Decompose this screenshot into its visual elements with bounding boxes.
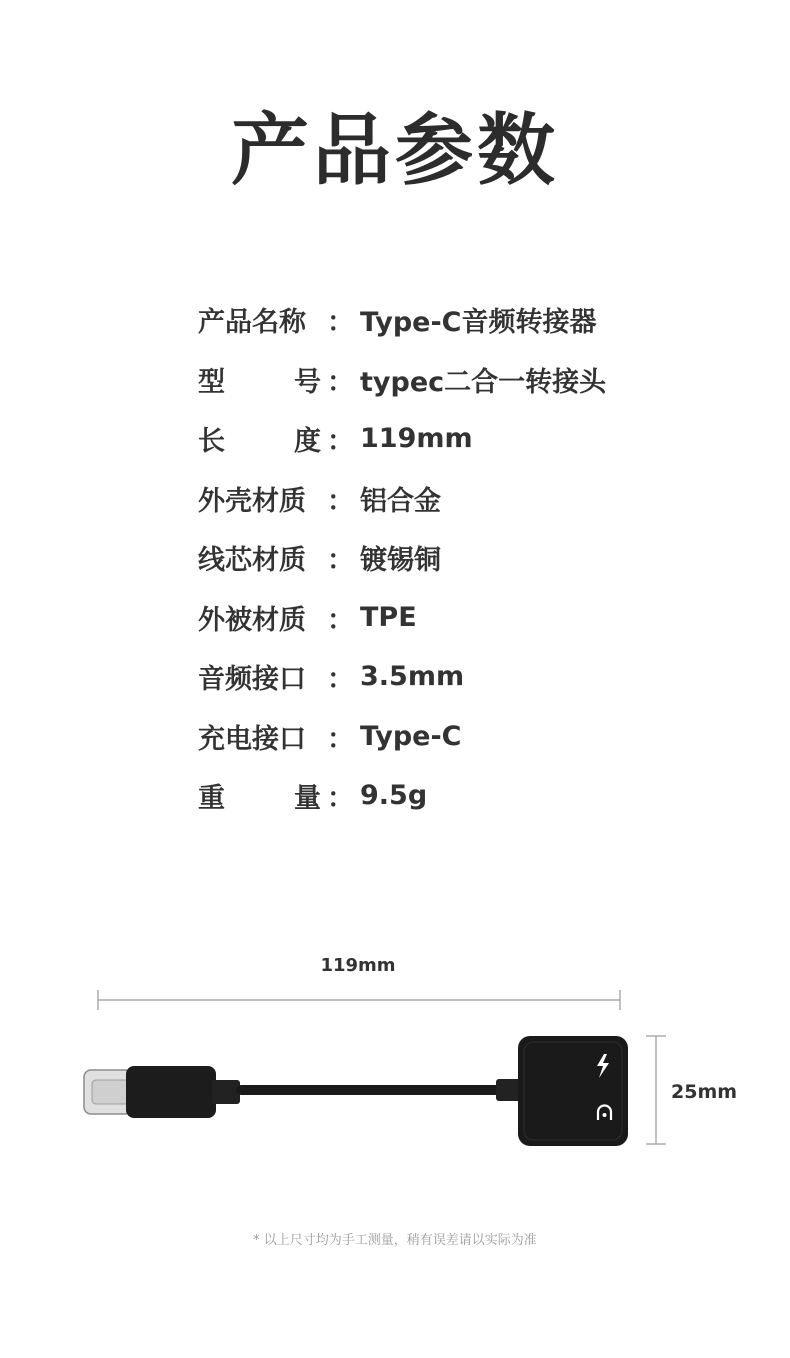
spec-value: 9.5g [360,780,428,812]
footnote: * 以上尺寸均为手工测量，稍有误差请以实际为准 [253,1233,537,1248]
spec-colon: ： [327,366,354,398]
spec-value: 铝合金 [360,485,441,517]
spec-label-text: 线芯材质 [198,545,306,577]
spec-label [198,360,354,399]
spec-row [198,588,718,648]
spec-label [198,419,354,458]
height-dimension-label: 25mm [671,1081,738,1103]
spec-label-text [198,776,321,815]
spec-value: Type-C音频转接器 [360,307,597,339]
length-dimension-line [98,990,620,1010]
spec-colon: ： [327,723,354,755]
spec-row [198,469,718,529]
spec-value: typec二合一转接头 [360,366,607,398]
spec-label-char: 度 [294,426,321,458]
strain-relief-left [212,1080,240,1104]
spec-label-char: 长 [198,426,225,458]
spec-label-char: 量 [294,783,321,815]
page-title: 产品参数 [230,106,559,196]
spec-label-text: 外壳材质 [198,485,306,517]
spec-label-text: 产品名称 [198,307,306,339]
spec-label-text: 音频接口 [198,664,306,696]
spec-label-text [198,419,321,458]
adapter-body [518,1036,628,1146]
spec-colon: ： [327,426,354,458]
spec-row [198,766,718,826]
spec-row [198,290,718,350]
spec-label-char: 型 [198,366,225,398]
spec-value: Type-C [360,720,462,752]
spec-label-text [198,360,321,399]
type-c-plug [84,1070,132,1114]
spec-row [198,647,718,707]
spec-label [198,479,354,518]
product-diagram [0,980,790,1180]
spec-row [198,350,718,410]
spec-label [198,300,354,339]
spec-value: 镀锡铜 [360,545,441,577]
cable [236,1085,502,1095]
spec-label-char: 号 [294,366,321,398]
spec-row [198,707,718,767]
plug-housing [126,1066,216,1118]
length-dimension-label: 119mm [320,955,396,976]
spec-label [198,717,354,756]
spec-label-text: 充电接口 [198,723,306,755]
spec-colon: ： [327,783,354,815]
spec-colon: ： [327,664,354,696]
spec-label [198,598,354,637]
spec-label-char: 重 [198,783,225,815]
spec-list [198,290,718,826]
spec-colon: ： [327,307,354,339]
height-dimension-line [646,1036,666,1144]
spec-label [198,657,354,696]
spec-label-text: 外被材质 [198,604,306,636]
spec-value: 3.5mm [360,661,465,693]
spec-value: 119mm [360,423,473,455]
spec-value: TPE [360,601,417,633]
spec-colon: ： [327,485,354,517]
spec-colon: ： [327,545,354,577]
spec-row [198,409,718,469]
spec-colon: ： [327,604,354,636]
spec-label [198,538,354,577]
spec-label [198,776,354,815]
spec-row [198,528,718,588]
